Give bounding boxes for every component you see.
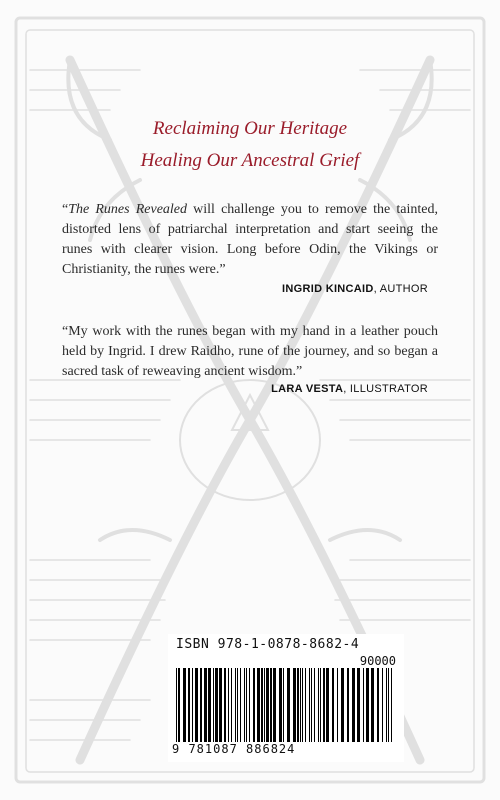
barcode-bar [178,668,180,742]
isbn-label: ISBN 978-1-0878-8682-4 [176,637,360,652]
barcode-bar [200,668,202,742]
barcode-bar [246,668,247,742]
barcode-number: 9 781087 886824 [172,742,296,756]
book-title: The Runes Revealed [68,202,188,217]
barcode-bar [231,668,232,742]
barcode-bar [224,668,226,742]
barcode-bar [188,668,190,742]
barcode-bar [386,668,387,742]
barcode-bar [244,668,245,742]
barcode-bar [287,668,290,742]
barcode-bar [257,668,260,742]
attribution-name: LARA VESTA [271,383,344,395]
barcode-bar [235,668,236,742]
barcode-bar [261,668,263,742]
barcode-bar [357,668,360,742]
barcode-bar [305,668,306,742]
attribution-kincaid [282,283,428,295]
barcode-bar [279,668,282,742]
barcode-bar [332,668,334,742]
barcode-bar [183,668,186,742]
barcode-bar [273,668,276,742]
barcode-bar [213,668,214,742]
barcode-bar [270,668,272,742]
barcode-bar [318,668,319,742]
barcode-bar [297,668,299,742]
barcode-bar [347,668,349,742]
barcode-bar [337,668,338,742]
barcode-bar [309,668,310,742]
barcode-bar [264,668,265,742]
barcode-bar [195,668,198,742]
barcode-bar [377,668,379,742]
attribution-role: , ILLUSTRATOR [343,383,428,395]
barcode-bar [341,668,344,742]
endorsement-quote-kincaid [62,200,438,280]
tagline-grief: Healing Our Ancestral Grief [140,150,360,171]
barcode-bar [302,668,303,742]
attribution-role: , AUTHOR [373,283,428,295]
barcode-bar [366,668,369,742]
tagline-heritage: Reclaiming Our Heritage [152,118,348,139]
barcode-bar [204,668,207,742]
barcode-bar [311,668,312,742]
barcode-bar [240,668,241,742]
barcode-bar [266,668,269,742]
barcode-bar [382,668,383,742]
barcode-bar [192,668,193,742]
barcode-bar [326,668,329,742]
barcode-bar [253,668,255,742]
barcode-bar [391,668,392,742]
barcode-bar [314,668,315,742]
barcode-bar [283,668,284,742]
barcode-bar [219,668,222,742]
endorsement-quote-vesta: “My work with the runes began with my hand in a leather pouch held by Ingrid. I drew Raidho, rune of the journey, and so began a sacred task of reweaving ancient wisdom.” [62,324,438,379]
barcode-bar [371,668,374,742]
barcode-bar [352,668,355,742]
barcode-bar [208,668,211,742]
barcode-bar [320,668,321,742]
barcode-bar [293,668,296,742]
attribution-name: INGRID KINCAID [282,283,374,295]
barcode-bar [323,668,325,742]
quote-open-mark: “ [62,202,69,217]
price-code: 90000 [359,654,396,668]
barcode-bar [237,668,238,742]
quote-text: will challenge you to remove the tainted, distorted lens of patriarchal interpretation and start seeing the runes with clearer vision. Long before Odin, the Vikings or Christianity, the runes were.” [62,202,438,277]
barcode-bar [215,668,218,742]
attribution-vesta [271,383,428,395]
barcode-bars [174,668,398,742]
barcode-bar [228,668,229,742]
barcode-bar [300,668,301,742]
barcode-bar [176,668,177,742]
barcode-bar [249,668,250,742]
isbn-barcode [168,634,404,762]
barcode-bar [363,668,364,742]
barcode-bar [388,668,389,742]
